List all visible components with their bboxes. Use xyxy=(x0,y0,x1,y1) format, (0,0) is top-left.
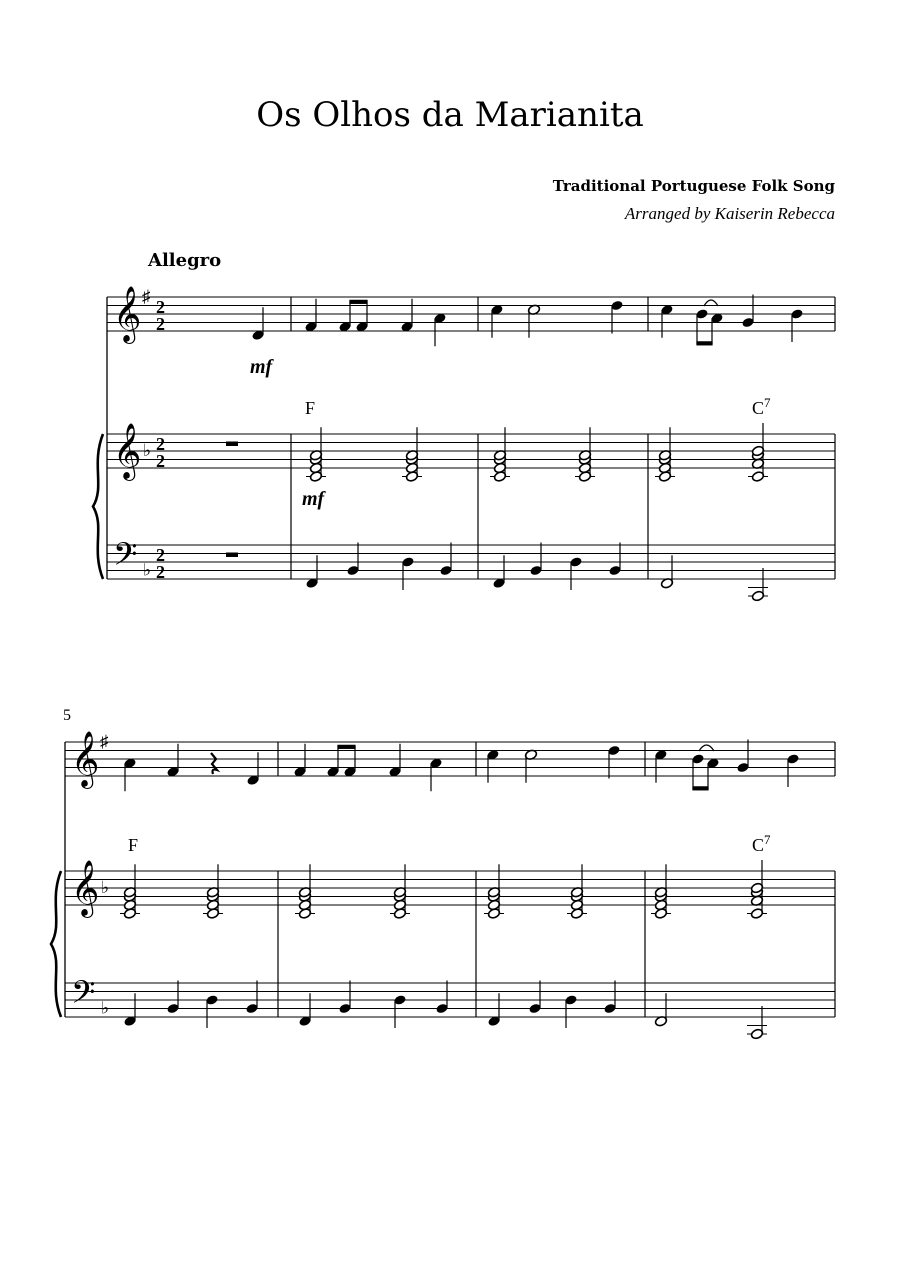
time-signature-bottom: 2 xyxy=(156,314,165,334)
treble-clef: 𝄞 xyxy=(71,733,100,786)
chord-symbol: F xyxy=(305,398,316,418)
chord-symbol: F xyxy=(128,835,139,855)
time-signature-top: 2 xyxy=(156,297,165,317)
treble-clef: 𝄞 xyxy=(113,288,142,341)
beam xyxy=(692,786,708,790)
measure-number: 5 xyxy=(63,707,71,724)
chord-symbol-superscript: 7 xyxy=(764,395,771,410)
tempo-marking: Allegro xyxy=(148,250,222,271)
key-signature-sharp: ♯ xyxy=(100,732,109,751)
treble-clef: 𝄞 xyxy=(71,862,100,915)
key-signature-flat: ♭ xyxy=(143,560,152,580)
beam xyxy=(349,300,367,304)
beam xyxy=(337,745,355,749)
score-title: Os Olhos da Marianita xyxy=(256,95,644,135)
key-signature-flat: ♭ xyxy=(101,878,110,897)
dynamic-marking: mf xyxy=(302,488,325,510)
key-signature-flat: ♭ xyxy=(143,441,152,460)
whole-rest xyxy=(226,442,238,447)
whole-rest xyxy=(226,553,238,558)
piano-brace xyxy=(51,871,61,1017)
key-signature-flat: ♭ xyxy=(101,998,110,1018)
chord-symbol: $C^7$ xyxy=(752,832,771,855)
piano-brace xyxy=(93,434,103,579)
treble-clef: 𝄞 xyxy=(113,425,142,478)
chord-symbol: $C^7$ xyxy=(752,395,771,418)
composer-credit: Traditional Portuguese Folk Song xyxy=(552,177,835,195)
time-signature-bottom: 2 xyxy=(156,562,165,582)
bass-clef: 𝄢 xyxy=(71,976,96,1018)
dynamic-marking: mf xyxy=(250,356,273,378)
time-signature-bottom: 2 xyxy=(156,451,165,471)
beam xyxy=(696,341,712,345)
bass-clef: 𝄢 xyxy=(113,538,138,580)
key-signature-sharp: ♯ xyxy=(142,287,151,306)
arranger-credit: Arranged by Kaiserin Rebecca xyxy=(624,204,835,223)
time-signature-top: 2 xyxy=(156,545,165,565)
chord-symbol-superscript: 7 xyxy=(764,832,771,847)
quarter-rest xyxy=(211,753,217,774)
time-signature-top: 2 xyxy=(156,434,165,454)
